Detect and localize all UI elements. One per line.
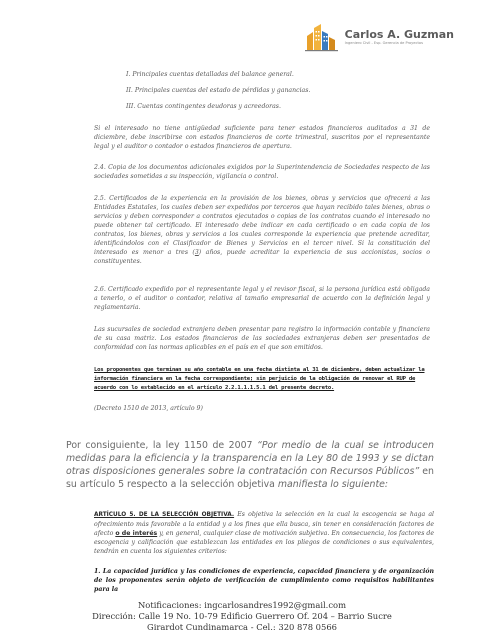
paragraph-sucursales bbox=[94, 325, 430, 352]
underlined-number: 3 bbox=[194, 249, 199, 256]
paragraph-text-part: ) años, puede acreditar la experiencia de sus accionistas, socios o constituyentes. bbox=[94, 249, 430, 265]
citation-text: (Decreto 1510 de 2013, artículo 9) bbox=[94, 405, 203, 412]
footer-phone: Girardot Cundinamarca - Cel.: 320 878 0566 bbox=[147, 622, 337, 632]
citation bbox=[94, 404, 394, 413]
article-title: ARTÍCULO 5. DE LA SELECCIÓN OBJETIVA. bbox=[94, 512, 235, 518]
logo-name: Carlos A. Guzman bbox=[344, 27, 454, 41]
paragraph-2-5 bbox=[94, 194, 430, 266]
underlined-phrase: o de interés bbox=[115, 530, 158, 537]
paragraph-2-6 bbox=[94, 285, 430, 312]
paragraph-proponentes bbox=[94, 366, 434, 393]
article-text-part: y, en general, cualquier clase de motivación subjetiva. En consecuencia, los factores de escogencia y calificación que establezcan las entidades en los pliegos de condiciones o sus equivalentes, tendrán en cuenta los siguientes criterios: bbox=[94, 530, 434, 555]
list-item bbox=[126, 86, 426, 95]
footer bbox=[0, 600, 484, 633]
paragraph-text: Los proponentes que terminan su año contable en una fecha distinta al 31 de diciembre, deben actualizar la información financiera en la fecha correspondiente; sin perjuicio de la obligación de renovar el RUP de acuerdo con lo establecido en el artículo 2.2.1.1.1.5.1 del presente decreto. bbox=[94, 367, 425, 391]
list-item-text: III. Cuentas contingentes deudoras y acreedoras. bbox=[126, 103, 281, 110]
list-item bbox=[126, 102, 426, 111]
building-logo-icon bbox=[305, 22, 341, 52]
article-item-text: 1. La capacidad jurídica y las condiciones de experiencia, capacidad financiera y de organización de los proponentes serán objeto de verificación de cumplimiento como requisitos habilitantes para la bbox=[94, 568, 434, 593]
logo-subtitle: Ingeniero Civil - Esp. Gerencia de Proyectos bbox=[344, 40, 423, 45]
article-text-part: Es objetiva la selección en la cual la escogencia se haga al ofrecimiento más favorable a la entidad y a los fines que ella busca, sin tener en consideración factores de afecto bbox=[94, 511, 434, 537]
paragraph-text: Las sucursales de sociedad extranjera deben presentar para registro la información contable y financiera de su casa matriz. Los estados financieros de las sociedades extranjeras deben ser presentados de conformidad con las normas aplicables en el país en el que son emitidos. bbox=[94, 326, 430, 351]
main-text: en su artículo 5 respecto a la selección objetiva bbox=[66, 466, 434, 490]
paragraph-2-4 bbox=[94, 163, 430, 181]
article-5 bbox=[94, 510, 434, 556]
paragraph-text: 2.4. Copia de los documentos adicionales exigidos por la Superintendencia de Sociedades respecto de las sociedades sometidas a su inspección, vigilancia o control. bbox=[94, 164, 430, 180]
footer-email: Notificaciones: ingcarlosandres1992@gmail.com bbox=[137, 600, 347, 610]
main-paragraph bbox=[66, 439, 434, 491]
law-title-quote: “Por medio de la cual se introducen medidas para la eficiencia y la transparencia en la Ley 80 de 1993 y se dictan otras disposiciones generales sobre la contratación con Recursos Públicos” bbox=[66, 440, 434, 477]
paragraph-text bbox=[94, 194, 430, 266]
article-item-1 bbox=[94, 567, 434, 594]
paragraph-text-part: 2.5. Certificados de la experiencia en la provisión de los bienes, obras y servicios que ofrecerá a las Entidades Estatales, los cuales deben ser expedidos por terceros que hayan recibido tales bienes, obras o servicios y deben corresponder a contratos ejecutados o copias de los contratos cuando el interesado no puede obtener tal certificado. El interesado debe indicar en cada certificado o en cada copia de los contratos, los bienes, obras y servicios a los cuales corresponde la experiencia que pretende acreditar, identificándolos con el Clasificador de Bienes y Servicios en el tercer nivel. Si la constitución del interesado es menor a tres ( bbox=[94, 195, 430, 256]
list-item-text: I. Principales cuentas detalladas del balance general. bbox=[126, 71, 294, 78]
footer-address: Dirección: Calle 19 No. 10-79 Edificio Guerrero Of. 204 – Barrio Sucre bbox=[92, 611, 392, 621]
main-text: Por consiguiente, la ley 1150 de 2007 bbox=[66, 440, 258, 451]
article-text bbox=[94, 510, 434, 556]
header-logo bbox=[305, 22, 454, 52]
list-item bbox=[126, 70, 426, 79]
paragraph-antiguedad bbox=[94, 124, 430, 151]
paragraph-text: Si el interesado no tiene antigüedad suficiente para tener estados financieros auditados a 31 de diciembre, debe inscribirse con estados financieros de corte trimestral, suscritos por el representante legal y el auditor o contador o estados financieros de apertura. bbox=[94, 125, 430, 150]
main-text: manifiesta lo siguiente: bbox=[277, 479, 389, 490]
paragraph-text: 2.6. Certificado expedido por el representante legal y el revisor fiscal, si la persona jurídica está obligada a tenerlo, o el auditor o contador, relativa al tamaño empresarial de acuerdo con la definición legal y reglamentaria. bbox=[94, 286, 430, 311]
list-item-text: II. Principales cuentas del estado de pérdidas y ganancias. bbox=[126, 87, 311, 94]
